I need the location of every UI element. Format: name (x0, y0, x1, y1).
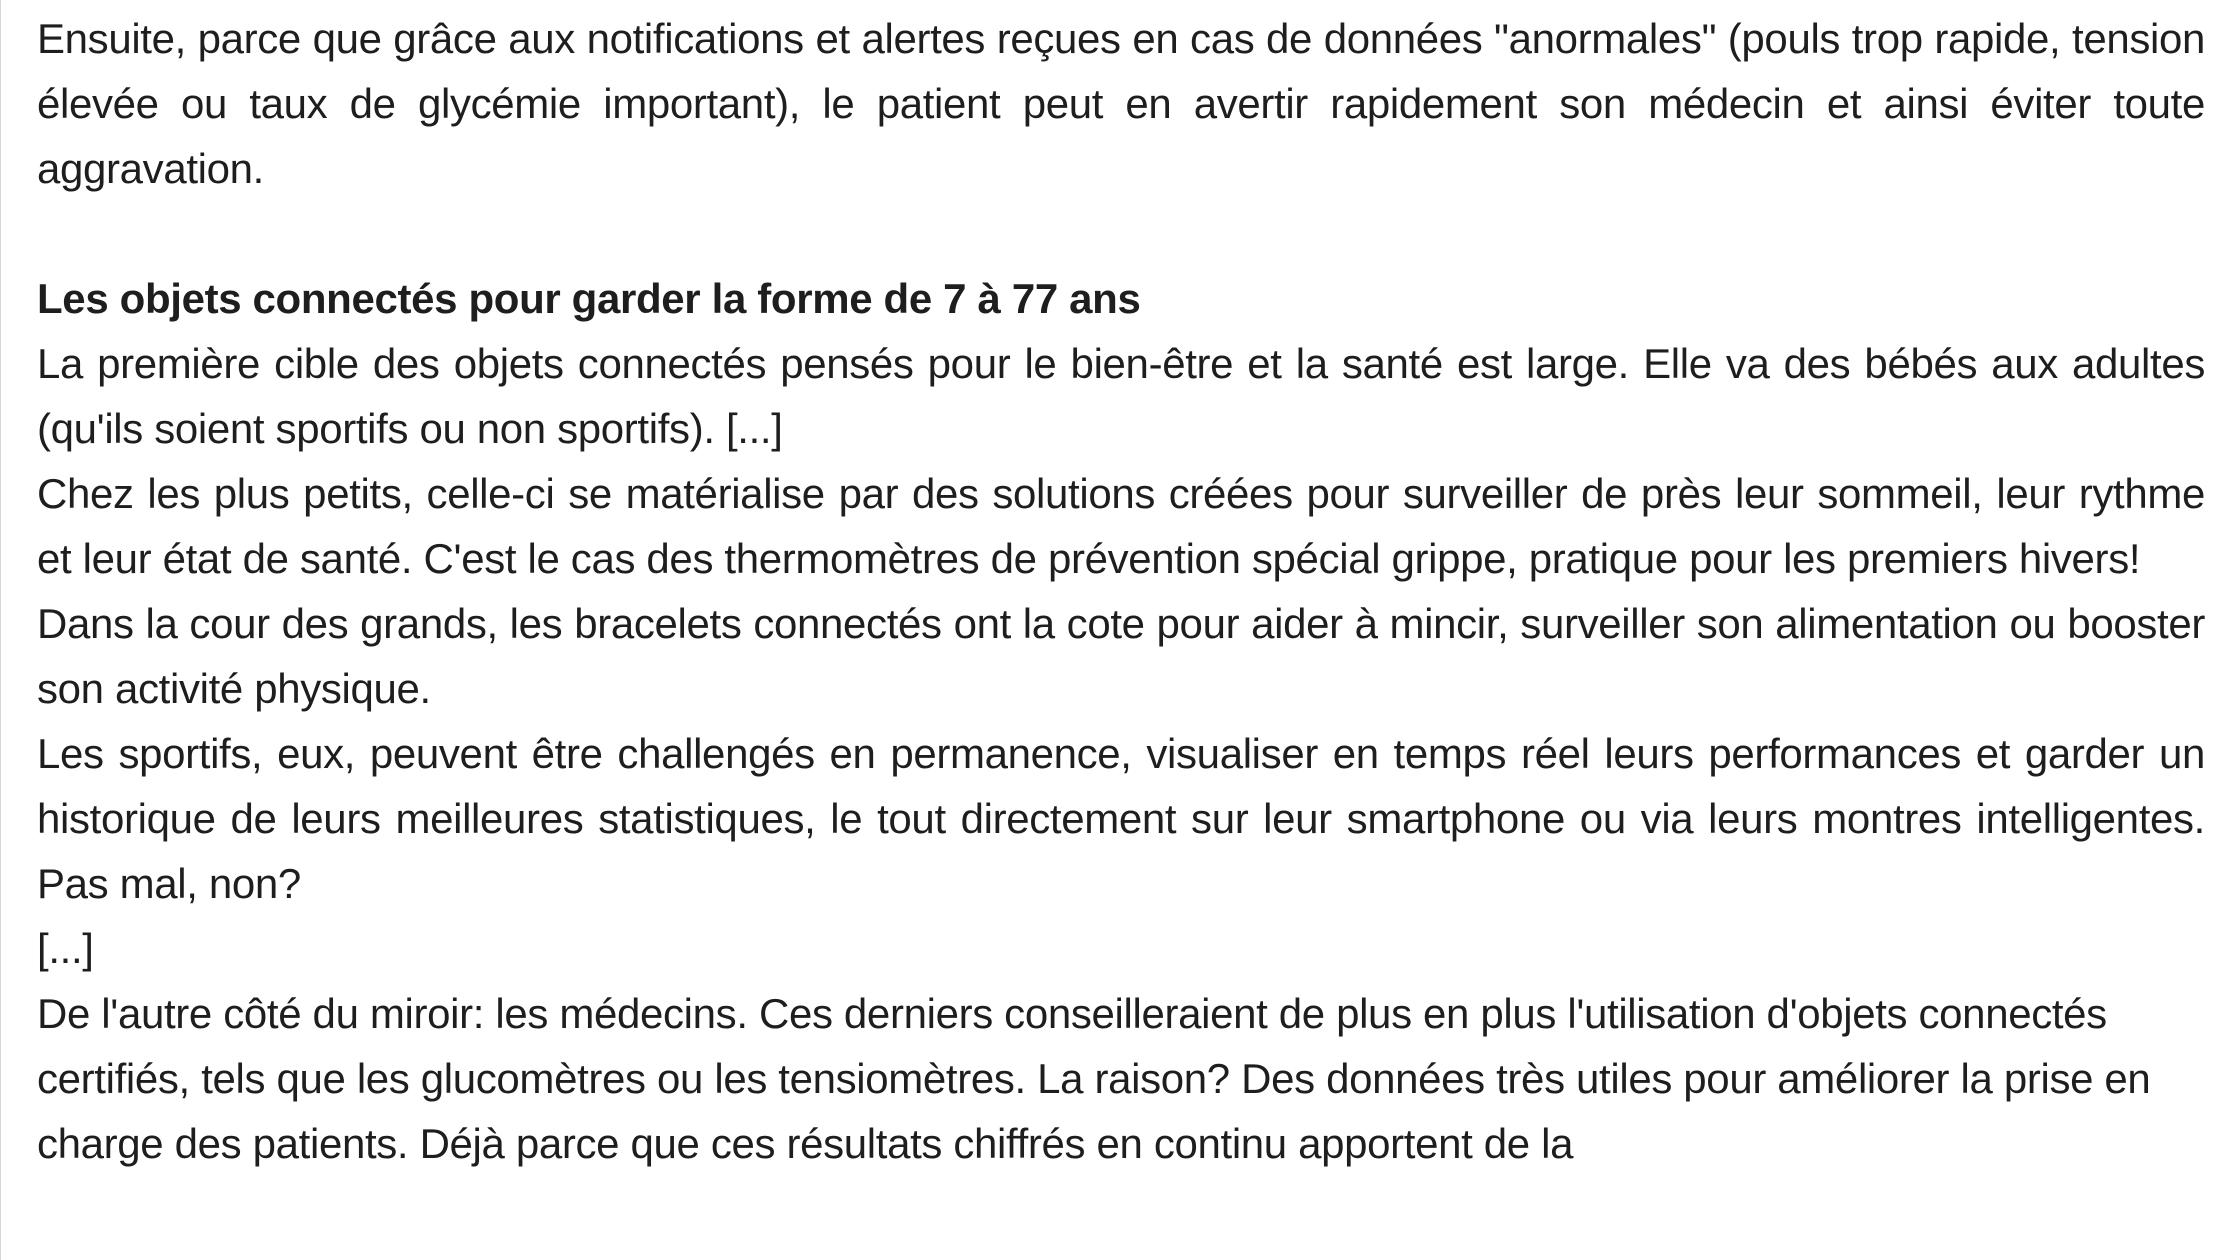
paragraph-spacer (37, 201, 2205, 266)
article-body (37, 6, 2205, 1176)
paragraph-doctors: De l'autre côté du miroir: les médecins. Ces derniers conseilleraient de plus en plus l'utilisation d'objets connectés certifiés, tels que les glucomètres ou les tensiomètres. La raison? Des données très utiles pour améliorer la prise en charge des patients. Déjà parce que ces résultats chiffrés en continu apportent de la (37, 990, 2151, 1167)
paragraph-babies: Chez les plus petits, celle-ci se matérialise par des solutions créées pour surveiller de près leur sommeil, leur rythme et leur état de santé. C'est le cas des thermomètres de prévention spécial grippe, pratique pour les premiers hivers! (37, 470, 2205, 582)
section-heading: Les objets connectés pour garder la forme de 7 à 77 ans (37, 275, 1141, 322)
paragraph-adults: Dans la cour des grands, les bracelets connectés ont la cote pour aider à mincir, surveiller son alimentation ou booster son activité physique. (37, 600, 2205, 712)
paragraph-target: La première cible des objets connectés pensés pour le bien-être et la santé est large. Elle va des bébés aux adultes (qu'ils soient sportifs ou non sportifs). [...] (37, 340, 2205, 452)
ellipsis-line: [...] (37, 925, 94, 972)
paragraph-sports: Les sportifs, eux, peuvent être challengés en permanence, visualiser en temps réel leurs performances et garder un historique de leurs meilleures statistiques, le tout directement sur leur smartphone ou via leurs montres intelligentes. Pas mal, non? (37, 730, 2205, 907)
paragraph-intro: Ensuite, parce que grâce aux notifications et alertes reçues en cas de données "anormales" (pouls trop rapide, tension élevée ou taux de glycémie important), le patient peut en avertir rapidement son médecin et ainsi éviter toute aggravation. (37, 15, 2205, 192)
